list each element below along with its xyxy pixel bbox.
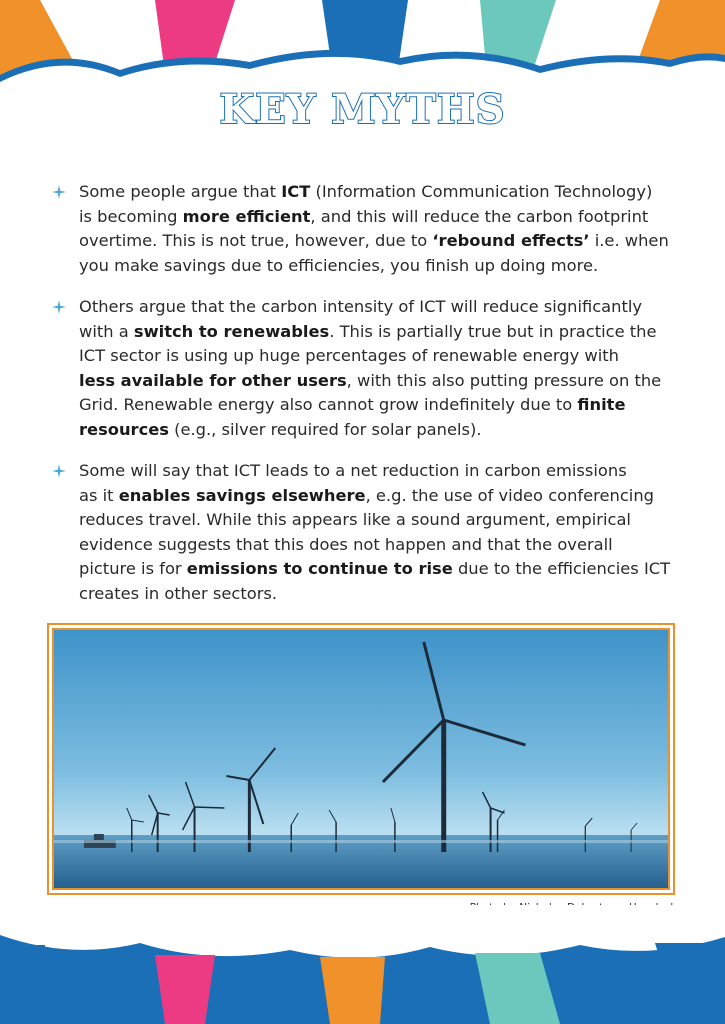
body-text: (e.g., silver required for solar panels). — [168, 419, 482, 439]
body-text: (Information Communication Technology) — [310, 182, 653, 201]
body-text: , e.g. the use of video conferencing — [365, 485, 654, 505]
body-text: you make savings due to efficiencies, you finish up doing more. — [79, 255, 599, 275]
bullet-line — [79, 559, 670, 578]
bullet-line — [79, 584, 277, 603]
emphasis-text: resources — [79, 419, 169, 439]
bottom-decorative-banner — [0, 905, 725, 1024]
body-text: evidence suggests that this does not happen and that the overall — [79, 534, 613, 554]
wind-turbines-photo — [52, 628, 670, 890]
bullet-line — [79, 486, 654, 505]
body-text: Others argue that the carbon intensity of ICT will reduce significantly — [79, 297, 643, 316]
body-text: creates in other sectors. — [79, 583, 278, 603]
sparkle-icon — [52, 300, 66, 314]
photo-frame — [47, 623, 675, 895]
body-text: Some will say that ICT leads to a net reduction in carbon emissions — [79, 461, 627, 480]
myth-bullet — [52, 180, 677, 278]
bullet-line — [79, 297, 642, 316]
myths-list — [52, 180, 677, 623]
body-text: ICT sector is using up huge percentages of renewable energy with — [79, 346, 619, 365]
bullet-line — [79, 510, 631, 529]
body-text: , with this also putting pressure on the — [346, 370, 662, 390]
emphasis-text: less available for other users — [79, 370, 347, 390]
wind-turbine-image — [54, 630, 668, 888]
emphasis-text: switch to renewables — [133, 321, 330, 341]
body-text: picture is for — [79, 559, 187, 578]
bullet-line — [79, 346, 619, 365]
sparkle-icon — [52, 464, 66, 478]
emphasis-text: ‘rebound effects’ — [432, 231, 590, 250]
body-text: Some people argue that — [79, 182, 282, 201]
body-text: Grid. Renewable energy also cannot grow indefinitely due to — [79, 395, 578, 414]
body-text: with a — [79, 321, 134, 341]
emphasis-text: finite — [577, 395, 626, 414]
body-text: is becoming — [79, 206, 183, 226]
bullet-line — [79, 231, 669, 250]
body-text: i.e. when — [589, 231, 669, 250]
body-text: as it — [79, 485, 119, 505]
body-text: , and this will reduce the carbon footprint — [310, 206, 649, 226]
bullet-line — [79, 322, 657, 341]
bullet-line — [79, 395, 626, 414]
body-text: reduces travel. While this appears like a sound argument, empirical — [79, 510, 631, 529]
body-text: due to the efficiencies ICT — [452, 559, 671, 578]
sparkle-icon — [52, 185, 66, 199]
bullet-line — [79, 207, 648, 226]
bullet-line — [79, 420, 482, 439]
bullet-line — [79, 461, 627, 480]
page-title: KEY MYTHS — [219, 86, 506, 133]
emphasis-text: ICT — [281, 182, 311, 201]
body-text: . This is partially true but in practice the — [329, 321, 657, 341]
bullet-line — [79, 256, 598, 275]
body-text: overtime. This is not true, however, due to — [79, 231, 433, 250]
myth-bullet — [52, 295, 677, 442]
emphasis-text: emissions to continue to rise — [186, 559, 453, 578]
bullet-line — [79, 371, 661, 390]
myth-bullet — [52, 459, 677, 606]
emphasis-text: more efficient — [182, 206, 311, 226]
bullet-line — [79, 535, 613, 554]
bullet-line — [79, 182, 652, 201]
emphasis-text: enables savings elsewhere — [118, 485, 366, 505]
